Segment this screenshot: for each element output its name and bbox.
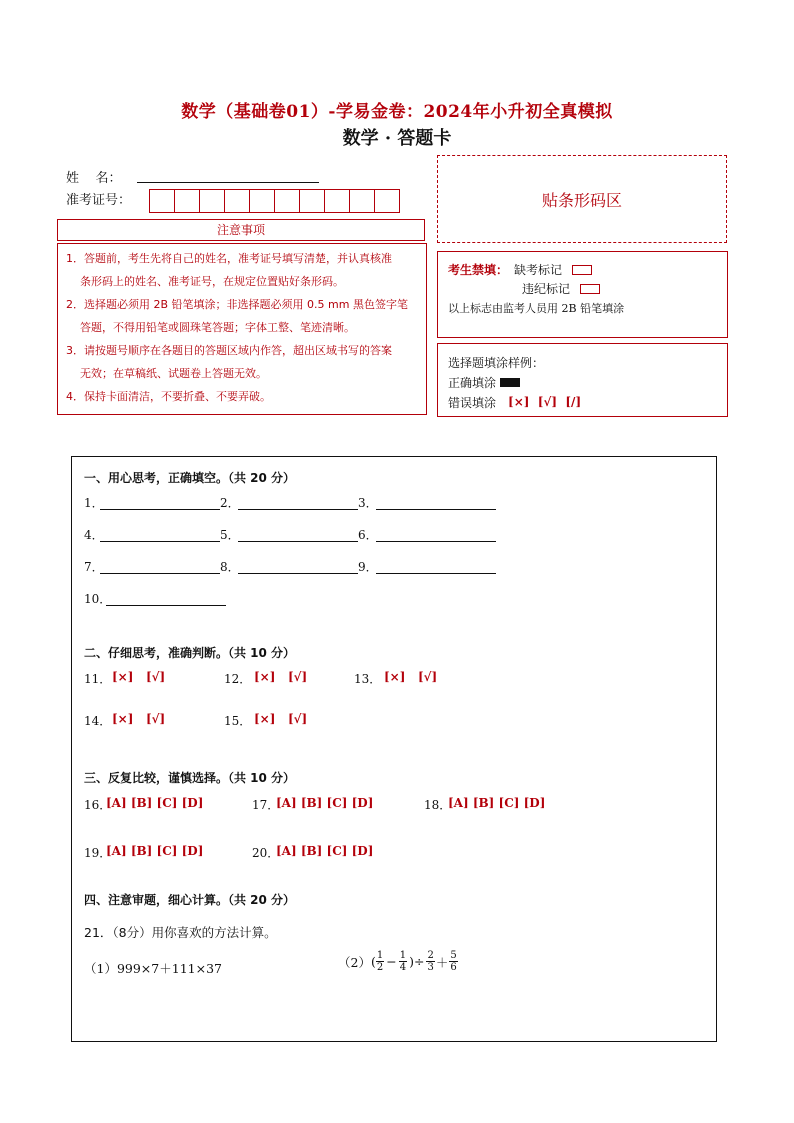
fill-sample-box	[437, 343, 728, 417]
barcode-label: 贴条形码区	[541, 190, 622, 210]
notice-line: 3．请按题号顺序在各题目的答题区域内作答，超出区域书写的答案	[66, 344, 392, 357]
blank-number: 10．	[84, 592, 112, 606]
barcode-area	[437, 155, 727, 243]
answer-area	[71, 456, 717, 1042]
section-3-title: 三、反复比较，谨慎选择。（共 10 分）	[84, 771, 296, 785]
absent-mark-box[interactable]	[572, 265, 592, 275]
answer-blank[interactable]	[100, 572, 220, 574]
notice-item	[66, 339, 418, 385]
ticket-number-boxes[interactable]	[150, 189, 400, 213]
name-field[interactable]	[137, 181, 319, 183]
ticket-digit-box[interactable]	[249, 189, 275, 213]
notice-line: 2．选择题必须用 2B 铅笔填涂；非选择题必须用 0.5 mm 黑色签字笔	[66, 298, 408, 311]
answer-blank[interactable]	[238, 540, 358, 542]
blank-number: 9．	[358, 560, 378, 574]
notice-item	[66, 385, 418, 408]
fraction	[399, 950, 407, 973]
notice-line: 条形码上的姓名、准考证号，在规定位置贴好条形码。	[80, 275, 344, 288]
blank-number: 8．	[220, 560, 240, 574]
blank-number: 7．	[84, 560, 104, 574]
section-1-title: 一、用心思考，正确填空。（共 20 分）	[84, 471, 296, 485]
notice-box	[57, 243, 427, 415]
blank-number: 5．	[220, 528, 240, 542]
judge-number: 13．	[354, 672, 382, 686]
judge-options[interactable]: [×] [√]	[254, 712, 308, 726]
answer-blank[interactable]	[100, 540, 220, 542]
judge-number: 14．	[84, 714, 112, 728]
paren-open: (	[370, 954, 376, 969]
plus-sign: ＋	[435, 954, 449, 970]
q21-part-2-label: （2）	[338, 954, 371, 970]
answer-blank[interactable]	[376, 540, 496, 542]
judge-number: 12．	[224, 672, 252, 686]
choice-number: 19．	[84, 846, 112, 860]
wrong-fill-marks: [×] [√] [/]	[508, 395, 582, 409]
q21-part-1-expr: （1）999×7＋111×37	[84, 961, 222, 976]
denominator: 4	[399, 962, 407, 973]
notice-item	[66, 293, 418, 339]
paren-close-divide: )÷	[409, 954, 425, 969]
ticket-label: 准考证号：	[66, 193, 132, 208]
choice-number: 18．	[424, 798, 452, 812]
fraction	[426, 950, 434, 973]
notice-heading: 注意事项	[57, 219, 425, 241]
blank-number: 2．	[220, 496, 240, 510]
correct-fill-mark	[500, 378, 520, 387]
ticket-digit-box[interactable]	[274, 189, 300, 213]
judge-number: 15．	[224, 714, 252, 728]
violation-mark-label: 违纪标记	[522, 282, 571, 296]
denominator: 3	[427, 962, 434, 973]
forbidden-label: 考生禁填：	[448, 263, 509, 277]
answer-blank[interactable]	[376, 508, 496, 510]
ticket-digit-box[interactable]	[199, 189, 225, 213]
ticket-digit-box[interactable]	[149, 189, 175, 213]
choice-options[interactable]: [A] [B] [C] [D]	[276, 844, 374, 858]
ticket-digit-box[interactable]	[174, 189, 200, 213]
choice-number: 16．	[84, 798, 112, 812]
choice-options[interactable]: [A] [B] [C] [D]	[276, 796, 374, 810]
notice-item	[66, 247, 418, 293]
ticket-digit-box[interactable]	[349, 189, 375, 213]
choice-options[interactable]: [A] [B] [C] [D]	[106, 796, 204, 810]
denominator: 2	[376, 962, 384, 973]
notice-line: 答题，不得用铅笔或圆珠笔答题；字体工整、笔迹清晰。	[80, 321, 355, 334]
ticket-digit-box[interactable]	[324, 189, 350, 213]
answer-blank[interactable]	[100, 508, 220, 510]
numerator: 1	[399, 950, 407, 961]
page-title: 数学（基础卷01）-学易金卷：2024年小升初全真模拟	[181, 102, 613, 122]
fill-sample-title: 选择题填涂样例：	[448, 355, 545, 370]
ticket-digit-box[interactable]	[374, 189, 400, 213]
absent-mark-label: 缺考标记	[514, 263, 563, 277]
choice-number: 17．	[252, 798, 280, 812]
ticket-digit-box[interactable]	[224, 189, 250, 213]
choice-number: 20．	[252, 846, 280, 860]
notice-line: 1．答题前，考生先将自己的姓名，准考证号填写清楚，并认真核准	[66, 252, 392, 265]
ticket-digit-box[interactable]	[299, 189, 325, 213]
section-4-title: 四、注意审题，细心计算。（共 20 分）	[84, 893, 296, 907]
minus-sign: −	[386, 954, 397, 969]
numerator: 2	[427, 950, 434, 961]
fraction	[376, 950, 384, 973]
numerator: 1	[376, 950, 384, 961]
denominator: 6	[450, 962, 457, 973]
blank-number: 6．	[358, 528, 378, 542]
answer-blank[interactable]	[238, 572, 358, 574]
judge-options[interactable]: [×] [√]	[112, 670, 166, 684]
violation-mark-box[interactable]	[580, 284, 600, 294]
numerator: 5	[450, 950, 457, 961]
question-21: 21．（8分）用你喜欢的方法计算。	[84, 925, 277, 940]
choice-options[interactable]: [A] [B] [C] [D]	[448, 796, 546, 810]
blank-number: 1．	[84, 496, 104, 510]
q21-part-1	[84, 959, 222, 977]
blank-number: 3．	[358, 496, 378, 510]
judge-options[interactable]: [×] [√]	[254, 670, 308, 684]
judge-options[interactable]: [×] [√]	[384, 670, 438, 684]
answer-blank[interactable]	[106, 604, 226, 606]
judge-number: 11．	[84, 672, 112, 686]
choice-options[interactable]: [A] [B] [C] [D]	[106, 844, 204, 858]
notice-line: 无效；在草稿纸、试题卷上答题无效。	[80, 367, 267, 380]
judge-options[interactable]: [×] [√]	[112, 712, 166, 726]
forbidden-note: 以上标志由监考人员用 2B 铅笔填涂	[448, 302, 625, 315]
fraction	[449, 950, 457, 973]
answer-blank[interactable]	[238, 508, 358, 510]
correct-fill-label: 正确填涂	[448, 375, 497, 390]
candidate-forbidden-box	[437, 251, 728, 338]
section-2-title: 二、仔细思考，准确判断。（共 10 分）	[84, 646, 296, 660]
name-label: 姓 名：	[66, 171, 122, 186]
q21-part-2	[338, 950, 458, 973]
notice-line: 4．保持卡面清洁，不要折叠、不要弄破。	[66, 390, 271, 403]
wrong-fill-label: 错误填涂	[448, 395, 497, 410]
blank-number: 4．	[84, 528, 104, 542]
page-subtitle: 数学 · 答题卡	[342, 128, 452, 149]
answer-blank[interactable]	[376, 572, 496, 574]
